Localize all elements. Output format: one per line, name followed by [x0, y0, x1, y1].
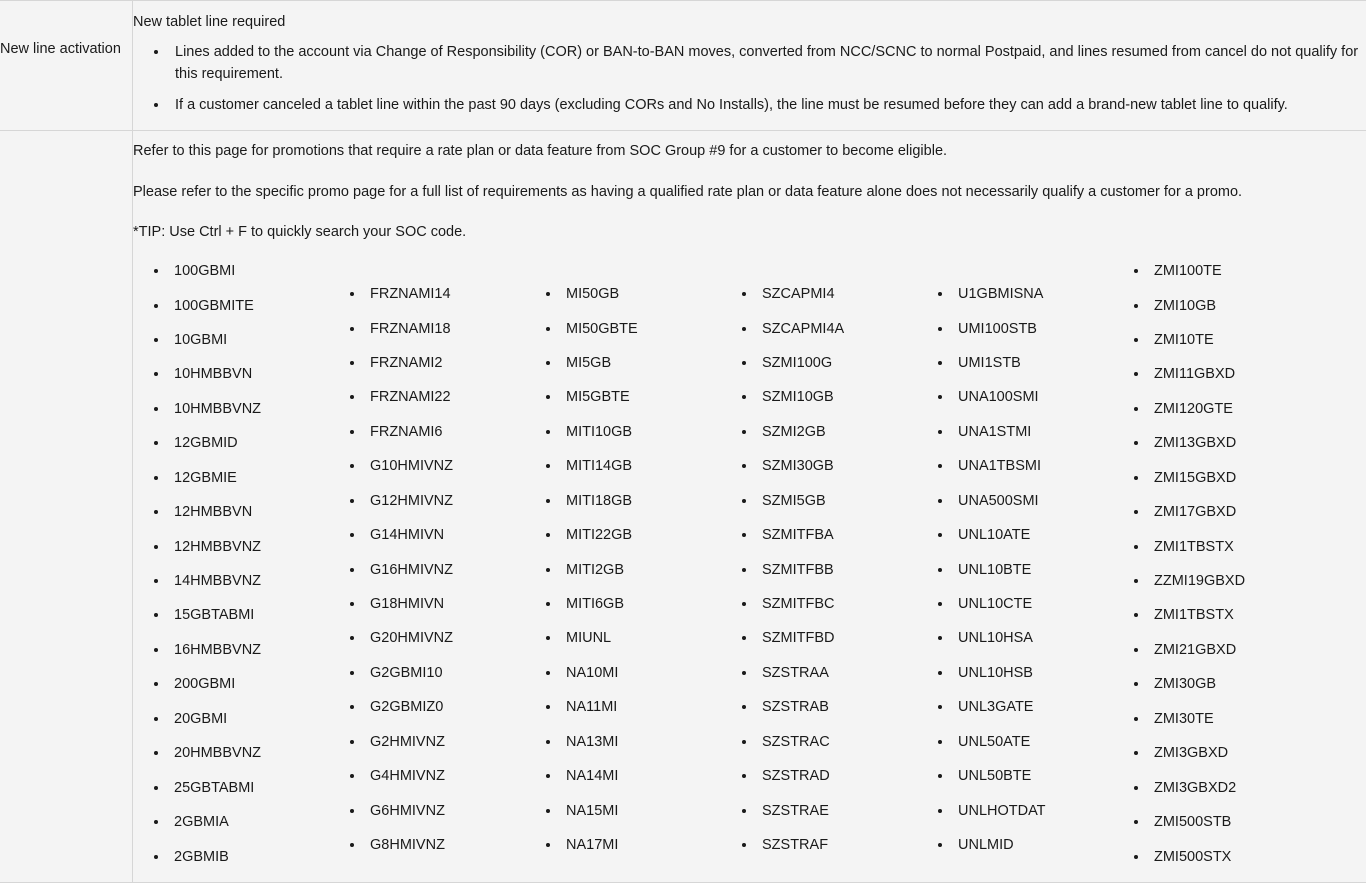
list-item: • ZZMI19GBXD — [1149, 572, 1319, 591]
list-item: • 25GBTABMI — [169, 779, 335, 798]
soc-column-4 — [727, 262, 923, 870]
row-label-cell-empty — [0, 130, 133, 882]
list-item: • 200GBMI — [169, 675, 335, 694]
list-item: • ZMI30TE — [1149, 710, 1319, 729]
list-item: • 12HMBBVN — [169, 503, 335, 522]
list-item: • G12HMIVNZ — [365, 492, 531, 511]
list-item: • 12GBMIE — [169, 469, 335, 488]
list-item: • 12GBMID — [169, 434, 335, 453]
list-item: • NA17MI — [561, 836, 727, 855]
list-item: • 10HMBBVN — [169, 365, 335, 384]
list-item: • G8HMIVNZ — [365, 836, 531, 855]
list-item: • UNA500SMI — [953, 492, 1119, 511]
list-item: • UNL10ATE — [953, 526, 1119, 545]
list-item: • Lines added to the account via Change of Responsibility (COR) or BAN-to-BAN moves, converted from NCC/SCNC to normal Postpaid, and lines resumed from cancel do not qualify for this requirement. — [169, 41, 1366, 85]
list-item: • MITI18GB — [561, 492, 727, 511]
soc-column-1 — [139, 262, 335, 882]
list-item: • ZMI120GTE — [1149, 400, 1319, 419]
list-item: • G2GBMIZ0 — [365, 698, 531, 717]
list-item: • UNL10HSA — [953, 629, 1119, 648]
list-item: • NA10MI — [561, 664, 727, 683]
list-item: • UNL10CTE — [953, 595, 1119, 614]
list-item: • SZMI30GB — [757, 457, 923, 476]
list-item: • ZMI1TBSTX — [1149, 606, 1319, 625]
list-item: • SZMITFBD — [757, 629, 923, 648]
list-item: • FRZNAMI22 — [365, 388, 531, 407]
list-item: • ZMI10GB — [1149, 297, 1319, 316]
list-item: • NA11MI — [561, 698, 727, 717]
list-item: • If a customer canceled a tablet line within the past 90 days (excluding CORs and No Installs), the line must be resumed before they can add a brand-new tablet line to qualify. — [169, 94, 1366, 116]
list-item: • ZMI500STB — [1149, 813, 1319, 832]
list-item: • ZMI15GBXD — [1149, 469, 1319, 488]
list-item: • MI5GBTE — [561, 388, 727, 407]
list-item: • G20HMIVNZ — [365, 629, 531, 648]
list-item: • 20HMBBVNZ — [169, 744, 335, 763]
list-item: • MITI22GB — [561, 526, 727, 545]
list-item: • NA13MI — [561, 733, 727, 752]
soc-code-columns — [133, 262, 1366, 882]
table-row — [0, 130, 1366, 882]
list-item: • MI50GBTE — [561, 320, 727, 339]
table-row — [0, 1, 1366, 131]
list-item: • UNLHOTDAT — [953, 802, 1119, 821]
list-item: • 2GBMIB — [169, 848, 335, 867]
list-item: • NA14MI — [561, 767, 727, 786]
list-item: • MITI14GB — [561, 457, 727, 476]
list-item: • MITI6GB — [561, 595, 727, 614]
list-item: • MI5GB — [561, 354, 727, 373]
list-item: • 10GBMI — [169, 331, 335, 350]
list-item: • G16HMIVNZ — [365, 561, 531, 580]
list-item: • U1GBMISNA — [953, 285, 1119, 304]
list-item: • UNL10BTE — [953, 561, 1119, 580]
list-item: • SZMITFBB — [757, 561, 923, 580]
soc-column-2 — [335, 262, 531, 870]
list-item: • SZSTRAF — [757, 836, 923, 855]
list-item: • ZMI3GBXD — [1149, 744, 1319, 763]
soc-code-list — [139, 262, 335, 866]
soc-code-list — [1119, 262, 1319, 866]
list-item: • ZMI100TE — [1149, 262, 1319, 281]
list-item: • SZMI10GB — [757, 388, 923, 407]
list-item: • G2HMIVNZ — [365, 733, 531, 752]
list-item: • 2GBMIA — [169, 813, 335, 832]
list-item: • UNA100SMI — [953, 388, 1119, 407]
list-item: • UNL50ATE — [953, 733, 1119, 752]
list-item: • ZMI3GBXD2 — [1149, 779, 1319, 798]
list-item: • FRZNAMI2 — [365, 354, 531, 373]
soc-content-cell — [133, 130, 1366, 882]
list-item: • FRZNAMI18 — [365, 320, 531, 339]
soc-code-list — [531, 285, 727, 855]
list-item: • SZMITFBA — [757, 526, 923, 545]
list-item: • 16HMBBVNZ — [169, 641, 335, 660]
row-content-cell — [133, 1, 1366, 131]
soc-note-paragraph: Please refer to the specific promo page for a full list of requirements as having a qualified rate plan or data feature alone does not necessarily qualify a customer for a promo. — [133, 182, 1366, 204]
list-item: • FRZNAMI14 — [365, 285, 531, 304]
requirement-heading: New tablet line required — [133, 12, 1366, 34]
list-item: • ZMI500STX — [1149, 848, 1319, 867]
list-item: • SZMI100G — [757, 354, 923, 373]
soc-tip-paragraph: *TIP: Use Ctrl + F to quickly search your SOC code. — [133, 222, 1366, 244]
list-item: • MIUNL — [561, 629, 727, 648]
list-item: • MITI2GB — [561, 561, 727, 580]
list-item: • 12HMBBVNZ — [169, 538, 335, 557]
list-item: • MITI10GB — [561, 423, 727, 442]
list-item: • G18HMIVN — [365, 595, 531, 614]
list-item: • SZMI5GB — [757, 492, 923, 511]
list-item: • SZSTRAB — [757, 698, 923, 717]
list-item: • UNL3GATE — [953, 698, 1119, 717]
requirement-bullet-list — [133, 41, 1366, 116]
soc-code-list — [727, 285, 923, 855]
row-label-text: New line activation — [0, 1, 132, 60]
list-item: • UNL50BTE — [953, 767, 1119, 786]
list-item: • ZMI21GBXD — [1149, 641, 1319, 660]
soc-column-3 — [531, 262, 727, 870]
soc-intro-paragraph: Refer to this page for promotions that require a rate plan or data feature from SOC Group #9 for a customer to become eligible. — [133, 141, 1366, 163]
list-item: • 15GBTABMI — [169, 606, 335, 625]
list-item: • ZMI11GBXD — [1149, 365, 1319, 384]
list-item: • UNL10HSB — [953, 664, 1119, 683]
list-item: • SZSTRAE — [757, 802, 923, 821]
list-item: • 10HMBBVNZ — [169, 400, 335, 419]
soc-column-6 — [1119, 262, 1319, 882]
list-item: • FRZNAMI6 — [365, 423, 531, 442]
list-item: • SZSTRAA — [757, 664, 923, 683]
list-item: • SZMITFBC — [757, 595, 923, 614]
soc-code-list — [923, 285, 1119, 855]
list-item: • ZMI1TBSTX — [1149, 538, 1319, 557]
list-item: • 100GBMITE — [169, 297, 335, 316]
soc-code-list — [335, 285, 531, 855]
row-label-cell — [0, 1, 133, 131]
list-item: • SZSTRAC — [757, 733, 923, 752]
list-item: • SZCAPMI4A — [757, 320, 923, 339]
list-item: • SZCAPMI4 — [757, 285, 923, 304]
list-item: • MI50GB — [561, 285, 727, 304]
list-item: • UMI1STB — [953, 354, 1119, 373]
list-item: • 100GBMI — [169, 262, 335, 281]
list-item: • 20GBMI — [169, 710, 335, 729]
list-item: • ZMI30GB — [1149, 675, 1319, 694]
soc-column-5 — [923, 262, 1119, 870]
list-item: • ZMI13GBXD — [1149, 434, 1319, 453]
list-item: • G10HMIVNZ — [365, 457, 531, 476]
list-item: • G6HMIVNZ — [365, 802, 531, 821]
list-item: • ZMI17GBXD — [1149, 503, 1319, 522]
list-item: • UNA1TBSMI — [953, 457, 1119, 476]
list-item: • UNLMID — [953, 836, 1119, 855]
list-item: • UMI100STB — [953, 320, 1119, 339]
list-item: • G14HMIVN — [365, 526, 531, 545]
list-item: • SZSTRAD — [757, 767, 923, 786]
list-item: • UNA1STMI — [953, 423, 1119, 442]
list-item: • ZMI10TE — [1149, 331, 1319, 350]
list-item: • 14HMBBVNZ — [169, 572, 335, 591]
list-item: • SZMI2GB — [757, 423, 923, 442]
list-item: • NA15MI — [561, 802, 727, 821]
list-item: • G4HMIVNZ — [365, 767, 531, 786]
list-item: • G2GBMI10 — [365, 664, 531, 683]
